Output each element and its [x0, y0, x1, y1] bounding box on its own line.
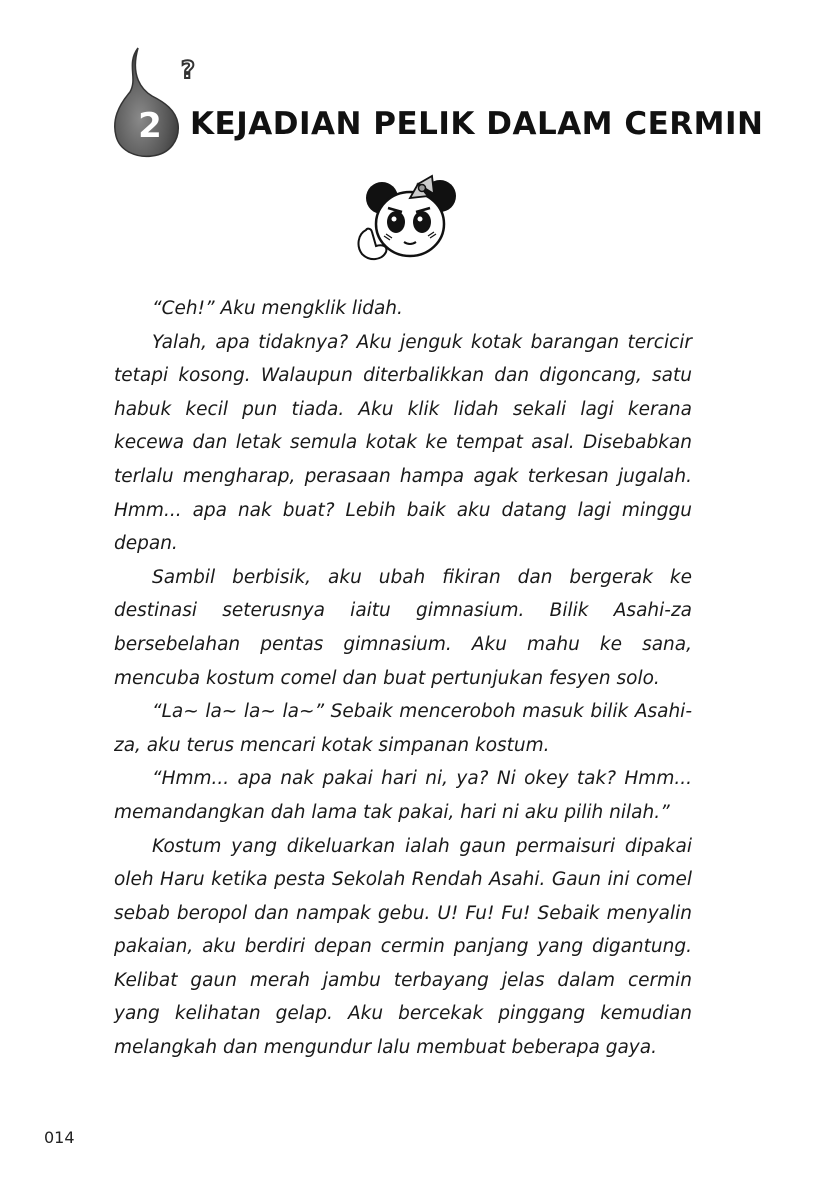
- body-text: [114, 292, 692, 1065]
- paragraph: “Hmm... apa nak pakai hari ni, ya? Ni okey tak? Hmm... memandangkan dah lama tak pakai, hari ni aku pilih nilah.”: [114, 768, 692, 823]
- page-number: 014: [44, 1128, 75, 1147]
- paragraph: “Ceh!” Aku mengklik lidah.: [152, 298, 403, 319]
- paragraph: “La~ la~ la~ la~” Sebaik menceroboh masuk bilik Asahi-za, aku terus mencari kotak simpanan kostum.: [114, 701, 692, 756]
- svg-text:?: ?: [181, 56, 195, 84]
- paragraph: Yalah, apa tidaknya? Aku jenguk kotak barangan tercicir tetapi kosong. Walaupun diterbalikkan dan digoncang, satu habuk kecil pun tiada. Aku klik lidah sekali lagi kerana kecewa dan letak semula kotak ke tempat asal. Disebabkan terlalu mengharap, perasaan hampa agak terkesan jugalah. Hmm... apa nak buat? Lebih baik aku datang lagi minggu depan.: [114, 331, 692, 555]
- chapter-number: 2: [138, 106, 162, 146]
- chapter-header: [108, 44, 764, 164]
- paragraph: Sambil berbisik, aku ubah fikiran dan bergerak ke destinasi seterusnya iaitu gimnasium. Bilik Asahi-za bersebelahan pentas gimnasium. Aku mahu ke sana, mencuba kostum comel dan buat pertunjukan fesyen solo.: [114, 566, 692, 689]
- mascot-illustration-icon: [352, 174, 472, 266]
- paragraph: Kostum yang dikeluarkan ialah gaun permaisuri dipakai oleh Haru ketika pesta Sekolah Rendah Asahi. Gaun ini comel sebab beropol dan nampak gebu. U! Fu! Fu! Sebaik menyalin pakaian, aku berdiri depan cermin panjang yang digantung. Kelibat gaun merah jambu terbayang jelas dalam cermin yang kelihatan gelap. Aku bercekak pinggang kemudian melangkah dan mengundur lalu membuat beberapa gaya.: [114, 835, 692, 1059]
- chapter-title: KEJADIAN PELIK DALAM CERMIN: [190, 106, 764, 142]
